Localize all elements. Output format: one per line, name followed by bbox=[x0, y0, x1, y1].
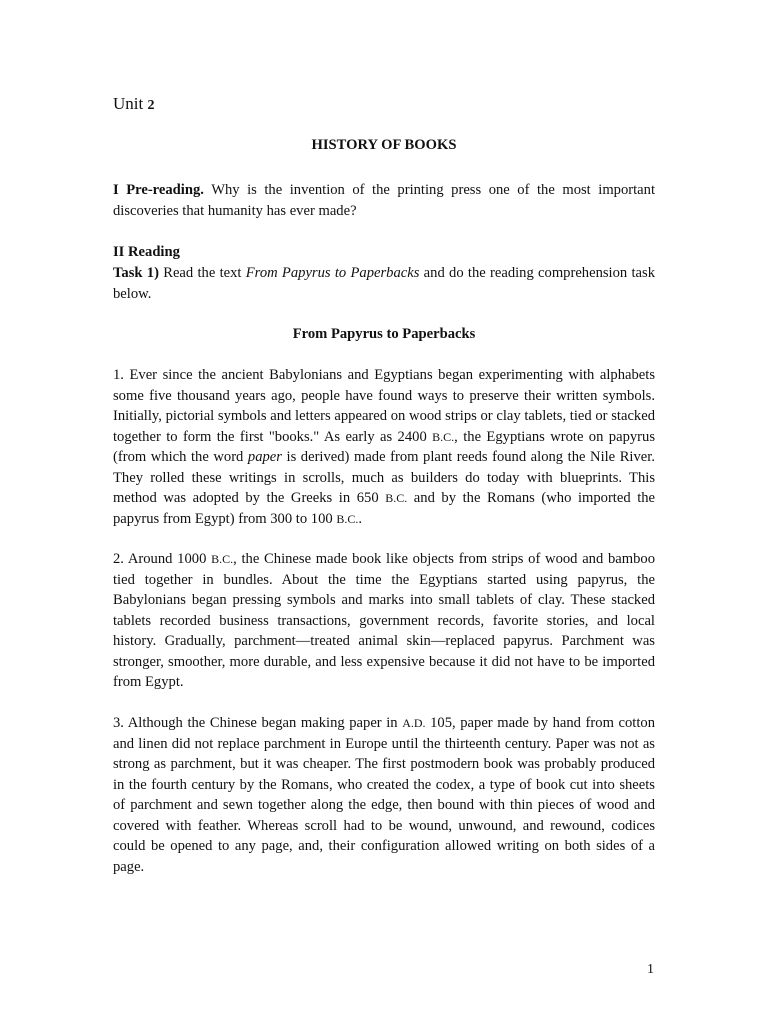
task-instruction bbox=[113, 263, 655, 304]
paragraph-1-bc-3: B.C. bbox=[336, 511, 359, 526]
paragraph-1-text-d: and by the Romans (who imported the papyrus from Egypt) from 300 to 100 bbox=[113, 490, 656, 527]
pre-reading-label: I Pre-reading. bbox=[113, 182, 204, 198]
paragraph-1 bbox=[113, 365, 655, 529]
pre-reading-question: Why is the invention of the printing press one of the most important discoveries that humanity has ever made? bbox=[113, 182, 656, 219]
paragraph-1-bc-2: B.C. bbox=[385, 491, 408, 505]
document-title: HISTORY OF BOOKS bbox=[311, 137, 457, 153]
pre-reading-section bbox=[113, 180, 655, 221]
paragraph-2-text-b: , the Chinese made book like objects from strips of wood and bamboo tied together in bundles. About the time the Egyptians started using papyrus, the Babylonians began pressing symbols and marks into small tablets of clay. These stacked tablets recorded business transactions, government records, favorite stories, and local history. Gradually, parchment—treated animal skin—replaced papyrus. Parchment was stronger, smoother, more durable, and less expensive because it did not have to be imported from Egypt. bbox=[113, 551, 656, 690]
paragraph-1-text-e: . bbox=[358, 510, 363, 527]
reading-subtitle: From Papyrus to Paperbacks bbox=[292, 326, 476, 342]
unit-label: Unit bbox=[113, 94, 144, 113]
task-text-title: From Papyrus to Paperbacks bbox=[245, 265, 420, 281]
task-text-before: Read the text bbox=[163, 265, 242, 281]
unit-heading bbox=[113, 93, 154, 117]
paragraph-3-ad: A.D. bbox=[402, 716, 426, 730]
paragraph-1-paper-word: paper bbox=[247, 449, 282, 465]
paragraph-1-text-a: 1. Ever since the ancient Babylonians and Egyptians began experimenting with alphabets some five thousand years ago, people have found ways to preserve their written symbols. Initially, pictorial symbols and letters appeared on wood strips or clay tablets, tied or stacked together to form the first "books." As early as 2400 bbox=[113, 367, 655, 445]
paragraph-1-bc-1: B.C. bbox=[432, 429, 455, 444]
task-label: Task 1) bbox=[113, 265, 159, 281]
unit-number: 2 bbox=[147, 98, 155, 113]
paragraph-3-text-b: 105, paper made by hand from cotton and linen did not replace parchment in Europe until the thirteenth century. Paper was not as strong as parchment, but it was cheaper. The first postmodern book was probably produced in the fourth century by the Romans, who created the codex, a type of book cut into sheets of parchment and sewn together along the edge, then bound with thin pieces of wood and covered with feather. Whereas scroll had to be wound, unwound, and rewound, codices could be opened to any page, and, their configuration allowed writing on both sides of a page. bbox=[113, 715, 655, 875]
paragraph-3-text-a: 3. Although the Chinese began making paper in bbox=[113, 715, 398, 731]
task-text-after: and do the reading comprehension task below. bbox=[113, 265, 655, 302]
page-number: 1 bbox=[647, 962, 654, 977]
paragraph-3 bbox=[113, 713, 655, 877]
paragraph-2-bc: B.C. bbox=[211, 552, 234, 566]
paragraph-2 bbox=[113, 549, 655, 693]
paragraph-1-text-c: is derived) made from plant reeds found along the Nile River. They rolled these writings in scrolls, much as builders do today with blueprints. This method was adopted by the Greeks in 650 bbox=[113, 449, 655, 506]
reading-heading: II Reading bbox=[113, 244, 180, 260]
paragraph-1-text-b: , the Egyptians wrote on papyrus (from which the word bbox=[113, 428, 655, 465]
paragraph-2-text-a: 2. Around 1000 bbox=[113, 551, 207, 567]
